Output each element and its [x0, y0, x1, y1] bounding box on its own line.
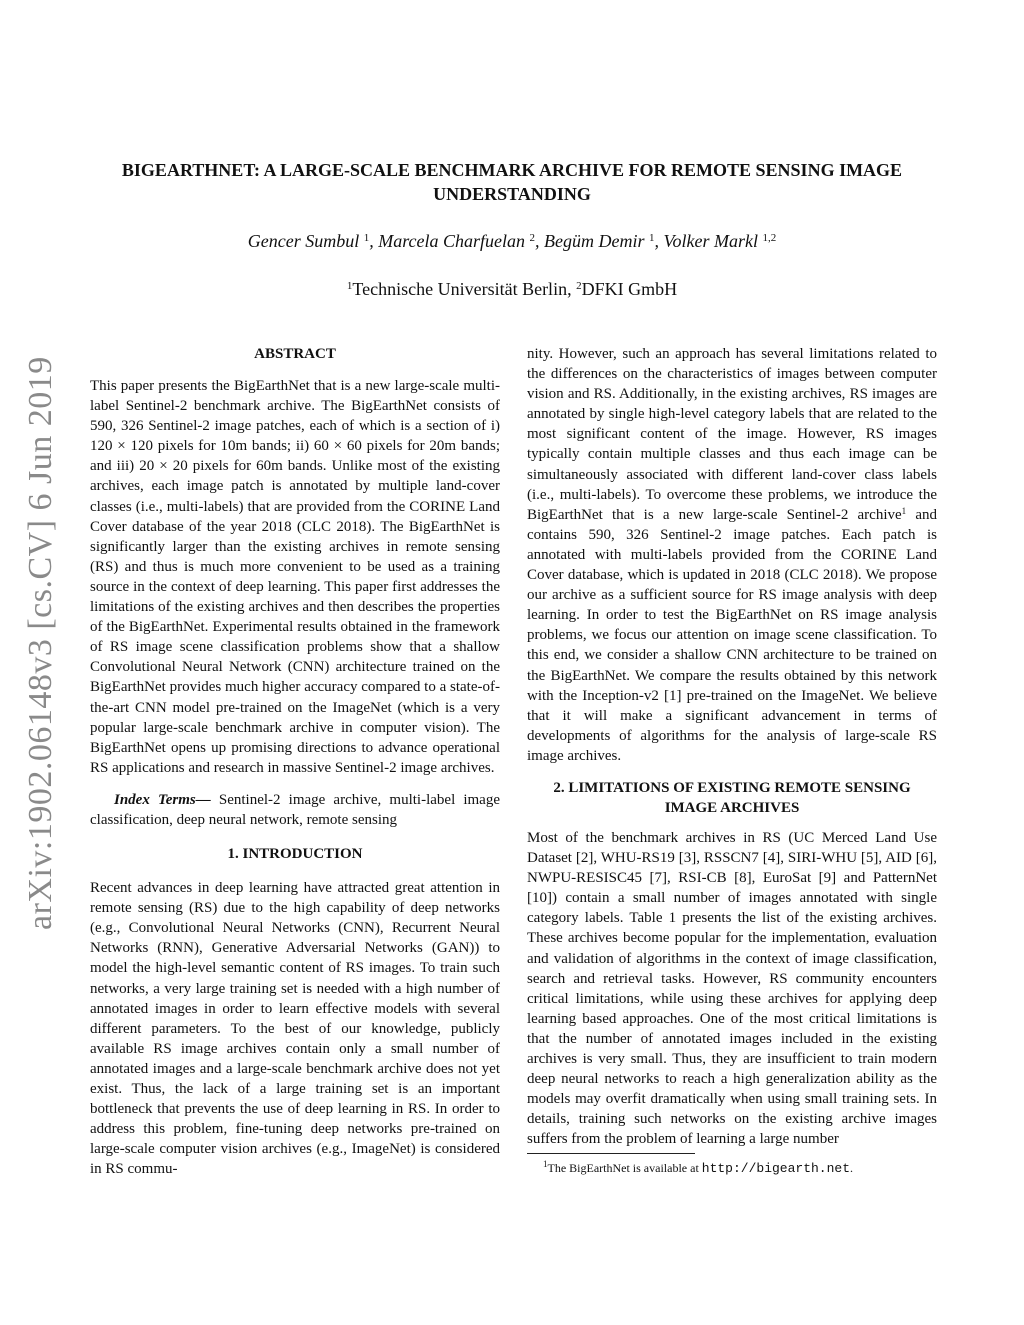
- author-name: Volker Markl: [663, 231, 758, 251]
- abstract-text: This paper presents the BigEarthNet that is a new large-scale multi-label Sentinel-2 benchmark archive. The BigEarthNet consists of 590, 326 Sentinel-2 image patches, each of which is a section of i) 120 × 120 pixels for 10m bands; ii) 60 × 60 pixels for 20m bands; and iii) 20 × 20 pixels for 60m bands. Unlike most of the existing archives, each image patch is annotated by multiple land-cover classes (i.e., multi-labels) that are provided from the CORINE Land Cover database of the year 2018 (CLC 2018). The BigEarthNet is significantly larger than the existing archives in remote sensing (RS) and thus is much more convenient to be used as a training source in the context of deep learning. This paper first addresses the limitations of the existing archives and then describes the properties of the BigEarthNet. Experimental results obtained in the framework of RS image scene classification problems show that a shallow Convolutional Neural Network (CNN) architecture trained on the BigEarthNet provides much higher accuracy compared to a state-of-the-art CNN model pre-trained on the ImageNet (which is a very popular large-scale benchmark archive in computer vision). The BigEarthNet opens up promising directions to advance operational RS applications and research in massive Sentinel-2 image archives.: [90, 378, 500, 776]
- affiliation-mark: 1: [346, 280, 353, 292]
- index-terms-label: Index Terms—: [114, 791, 211, 808]
- affiliation-name: DFKI GmbH: [581, 279, 678, 299]
- introduction-text-left: Recent advances in deep learning have attracted great attention in remote sensing (RS) due to the high capability of deep networks (e.g., Convolutional Neural Networks (CNN), Recurrent Neural Networks (RNN), Generative Adversarial Networks (GAN)) to model the high-level semantic content of RS images. To train such networks, a very large training set is needed with a high number of annotated images in order to learn effective models with several different parameters. To the best of our knowledge, publicly available RS image archives contain only a small number of annotated images and a large-scale benchmark archive does not yet exist. Thus, the lack of a large training set is an important bottleneck that prevents the use of deep learning in RS. In order to address this problem, fine-tuning deep networks pre-trained on large-scale computer vision archives (e.g., ImageNet) is considered in RS commu-: [90, 880, 500, 1178]
- footnote: $^1$The BigEarthNet is available at http://bigearth.net.: [543, 1159, 854, 1177]
- left-column: [90, 344, 500, 1179]
- limitations-text: Most of the benchmark archives in RS (UC Merced Land Use Dataset [2], WHU-RS19 [3], RSSCN7 [4], SIRI-WHU [5], AID [6], NWPU-RESISC45 [7], RSI-CB [8], EuroSat [9] and PatternNet [10]) contain a small number of images annotated with single category labels. Table 1 presents the list of the existing archives. These archives become popular for the implementation, evaluation and validation of algorithms in the context of image classification, search and retrieval tasks. However, RS community encounters critical limitations, while using these archives for applying deep learning based approaches. One of the most critical limitations is that the number of annotated images included in the existing archives is very small. Thus, they are insufficient to train modern deep neural networks to reach a high generalization ability as the models may overfit dramatically when using small training sets. In details, training such networks on the existing archive images suffers from the problem of learning a large number: [527, 829, 937, 1148]
- author-name: Marcela Charfuelan: [378, 231, 526, 251]
- author-name: Begüm Demir: [544, 231, 645, 251]
- author-name: Gencer Sumbul: [247, 231, 360, 251]
- affiliation-mark: 2: [576, 280, 582, 292]
- right-column: [527, 344, 937, 1177]
- footnote-divider: [527, 1153, 695, 1154]
- author-list: Gencer Sumbul $^1$, Marcela Charfuelan $^2$, Begüm Demir $^1$, Volker Markl $^{1,2}$: [247, 231, 777, 251]
- author-affiliation-mark: 1,2: [762, 232, 777, 244]
- author-affiliation-mark: 2: [529, 232, 536, 244]
- index-terms-text: Sentinel-2 image archive, multi-label image classification, deep neural network, remote sensing: [90, 791, 501, 828]
- index-terms: [90, 790, 500, 830]
- footnote-reference: 1: [901, 505, 907, 516]
- author-affiliation-mark: 1: [363, 232, 370, 244]
- affiliation-name: Technische Universität Berlin: [352, 279, 568, 299]
- introduction-text-right: nity. However, such an approach has several limitations related to the differences on the characteristics of images between computer vision and RS. Additionally, in the existing archives, RS images are annotated by single high-level category labels that are related to the most significant content of the image. However, RS images typically contain multiple classes and thus each image can be simultaneously associated with different land-cover class labels (i.e., multi-labels). To overcome these problems, we introduce the BigEarthNet that is a new large-scale Sentinel-2 archive$^1$ and contains 590, 326 Sentinel-2 image patches. Each patch is annotated with multi-labels provided from the CORINE Land Cover database, which is updated in 2018 (CLC 2018). We propose our archive as a sufficient source for RS image analysis with deep learning. In order to test the BigEarthNet on RS image analysis problems, we focus our attention on image scene classification. To this end, we consider a shallow CNN architecture to be trained on the BigEarthNet. We compare the results obtained by this network with the Inception-v2 [1] pre-trained on the ImageNet. We believe that it will make a significant advancement in terms of developments of algorithms for the analysis of large-scale RS image archives.: [527, 346, 937, 764]
- footnote-mark: 1: [543, 1159, 548, 1170]
- footnote-url-link[interactable]: http://bigearth.net: [701, 1161, 851, 1177]
- author-affiliation-mark: 1: [649, 232, 655, 244]
- paper-title: BIGEARTHNET: A LARGE-SCALE BENCHMARK ARCHIVE FOR REMOTE SENSING IMAGE UNDERSTANDING: [121, 160, 903, 204]
- introduction-heading: 1. INTRODUCTION: [227, 846, 363, 863]
- abstract-heading: ABSTRACT: [254, 346, 336, 362]
- arxiv-identifier-stamp: arXiv:1902.06148v3 [cs.CV] 6 Jun 2019: [22, 356, 59, 930]
- affiliation-list: $^1$Technische Universität Berlin, $^2$DFKI GmbH: [346, 279, 678, 299]
- limitations-heading: 2. LIMITATIONS OF EXISTING REMOTE SENSING IMAGE ARCHIVES: [553, 779, 911, 816]
